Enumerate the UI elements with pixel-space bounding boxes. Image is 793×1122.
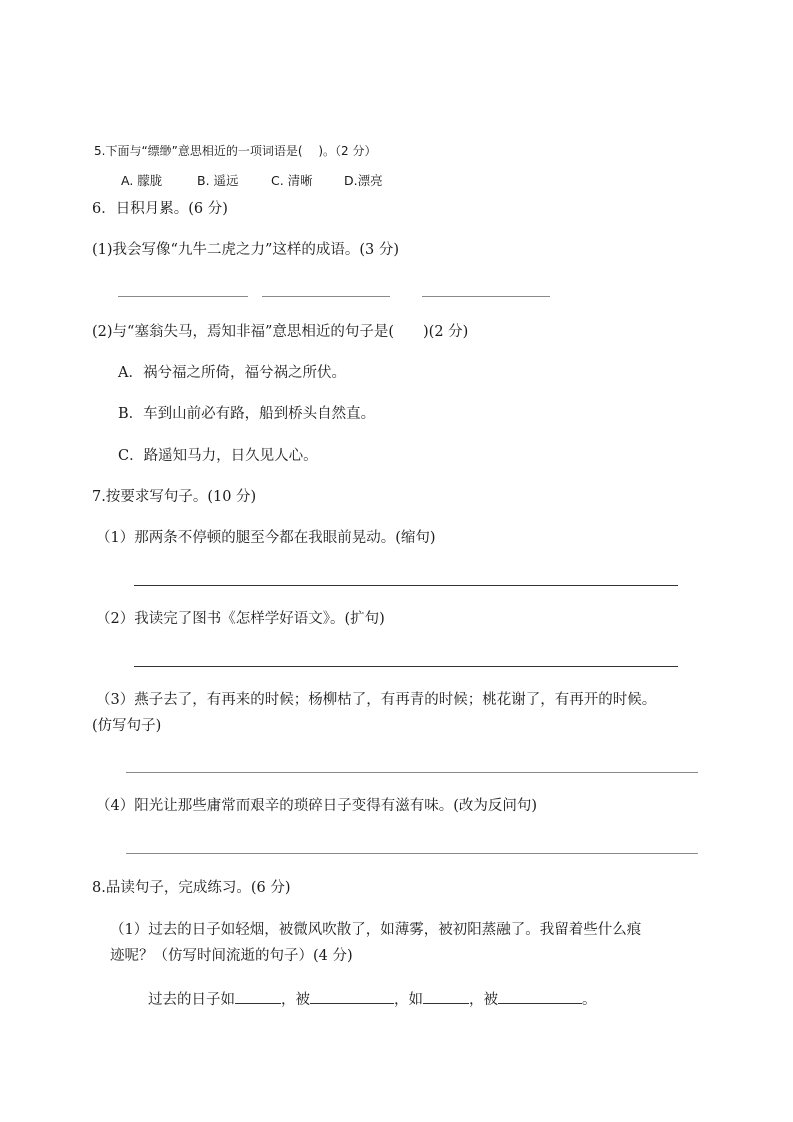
fill-blank-4[interactable] bbox=[498, 989, 582, 1004]
q8-passage-line-1: （1）过去的日子如轻烟，被微风吹散了，如薄雾，被初阳蒸融了。我留着些什么痕 bbox=[110, 922, 642, 938]
q5-option-c[interactable]: C. 清晰 bbox=[271, 173, 313, 188]
q7-item-1: （1）那两条不停顿的腿至今都在我眼前晃动。(缩句) bbox=[96, 530, 436, 546]
fill-blank-1[interactable] bbox=[235, 989, 281, 1004]
q5-option-a[interactable]: A. 朦胧 bbox=[121, 173, 163, 188]
q7-answer-line-2[interactable] bbox=[134, 666, 678, 667]
idiom-answer-line-2[interactable] bbox=[262, 296, 390, 297]
q6-part2: (2)与“塞翁失马，焉知非福”意思相近的句子是( )(2 分) bbox=[92, 324, 469, 340]
q7-title: 7.按要求写句子。(10 分) bbox=[92, 489, 257, 505]
q7-answer-line-1[interactable] bbox=[134, 585, 678, 586]
q7-answer-line-4[interactable] bbox=[126, 853, 698, 854]
q5-option-b[interactable]: B. 遥远 bbox=[197, 173, 239, 188]
q7-item-4: （4）阳光让那些庸常而艰辛的琐碎日子变得有滋有味。(改为反问句) bbox=[96, 798, 538, 814]
q7-item-3: （3）燕子去了，有再来的时候；杨柳枯了，有再青的时候；桃花谢了，有再开的时候。 bbox=[96, 692, 657, 708]
q6-title: 6．日积月累。(6 分) bbox=[92, 201, 228, 217]
fill-text-3: ，如 bbox=[394, 992, 423, 1008]
q5-stem: 5.下面与“缥缈”意思相近的一项词语是( )。（2 分） bbox=[94, 144, 377, 158]
q6-choice-c[interactable]: C．路遥知马力，日久见人心。 bbox=[118, 448, 318, 464]
q6-choice-b[interactable]: B．车到山前必有路，船到桥头自然直。 bbox=[118, 406, 376, 422]
fill-text-5: 。 bbox=[582, 992, 597, 1008]
q6-choice-a[interactable]: A．祸兮福之所倚，福兮祸之所伏。 bbox=[118, 365, 346, 381]
fill-text-2: ，被 bbox=[281, 992, 310, 1008]
q7-answer-line-3[interactable] bbox=[126, 772, 698, 773]
fill-blank-3[interactable] bbox=[423, 989, 469, 1004]
idiom-answer-line-3[interactable] bbox=[422, 296, 550, 297]
q7-item-3-instruction: (仿写句子) bbox=[92, 718, 162, 734]
q8-fill-sentence bbox=[148, 989, 597, 1010]
q7-item-2: （2）我读完了图书《怎样学好语文》。(扩句) bbox=[96, 611, 385, 627]
fill-blank-2[interactable] bbox=[310, 989, 394, 1004]
idiom-answer-line-1[interactable] bbox=[118, 296, 248, 297]
q8-passage-line-2: 迹呢？（仿写时间流逝的句子）(4 分) bbox=[110, 948, 353, 964]
q6-part1: (1)我会写像“九牛二虎之力”这样的成语。(3 分) bbox=[92, 242, 400, 258]
fill-text-4: ，被 bbox=[469, 992, 498, 1008]
fill-text-1: 过去的日子如 bbox=[148, 992, 235, 1008]
q5-option-d[interactable]: D.漂亮 bbox=[344, 173, 383, 188]
q8-title: 8.品读句子，完成练习。(6 分) bbox=[92, 880, 291, 896]
